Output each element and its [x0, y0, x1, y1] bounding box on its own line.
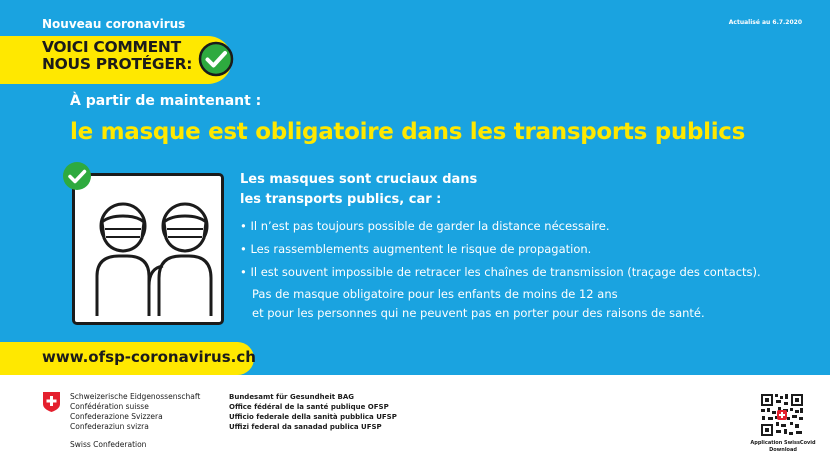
office-de: Bundesamt für Gesundheit BAG	[229, 393, 354, 401]
office-it: Ufficio federale della sanità pubblica UFSP	[229, 413, 397, 421]
office-names	[229, 392, 397, 432]
qr-code-icon[interactable]	[760, 393, 804, 437]
eyebrow-title: Nouveau coronavirus	[42, 17, 186, 31]
check-icon	[197, 40, 235, 78]
confederation-en: Swiss Confederation	[70, 440, 147, 449]
list-item: • Les rassemblements augmentent le risque de propagation.	[240, 238, 810, 261]
confederation-names	[70, 392, 200, 432]
confederation-rm: Confederaziun svizra	[70, 422, 149, 431]
info-heading: Les masques sont cruciaux dans les transports publics, car :	[240, 172, 478, 207]
campaign-title-line-1: VOICI COMMENT	[42, 38, 181, 56]
exemption-note-line-2: et pour les personnes qui ne peuvent pas en porter pour des raisons de santé.	[252, 306, 705, 320]
exemption-note-line-1: Pas de masque obligatoire pour les enfants de moins de 12 ans	[252, 287, 618, 301]
campaign-title	[42, 39, 192, 73]
mask-pictogram	[72, 173, 224, 325]
list-item: • Il est souvent impossible de retracer les chaînes de transmission (traçage des contacts).	[240, 261, 810, 284]
app-download-caption	[738, 440, 828, 453]
confederation-it: Confederazione Svizzera	[70, 412, 163, 421]
office-fr: Office fédéral de la santé publique OFSP	[229, 403, 389, 411]
website-link[interactable]: www.ofsp-coronavirus.ch	[42, 348, 256, 366]
info-block	[240, 170, 810, 323]
swiss-flag-icon	[43, 392, 60, 412]
masked-people-icon	[75, 176, 221, 322]
confederation-fr: Confédération suisse	[70, 402, 149, 411]
app-caption-line-1: Application SwissCovid	[750, 440, 816, 446]
app-caption-line-2: Download	[769, 446, 797, 453]
exemption-note	[252, 285, 810, 323]
list-item: • Il n’est pas toujours possible de garder la distance nécessaire.	[240, 215, 810, 238]
office-rm: Uffizi federal da sanadad publica UFSP	[229, 423, 382, 431]
confederation-de: Schweizerische Eidgenossenschaft	[70, 392, 201, 401]
lead-text: À partir de maintenant :	[70, 93, 262, 109]
updated-date: Actualisé au 6.7.2020	[728, 19, 802, 26]
reasons-list	[240, 215, 810, 284]
check-icon	[62, 161, 92, 191]
campaign-title-line-2: NOUS PROTÉGER:	[42, 55, 193, 73]
headline: le masque est obligatoire dans les transports publics	[70, 119, 745, 145]
